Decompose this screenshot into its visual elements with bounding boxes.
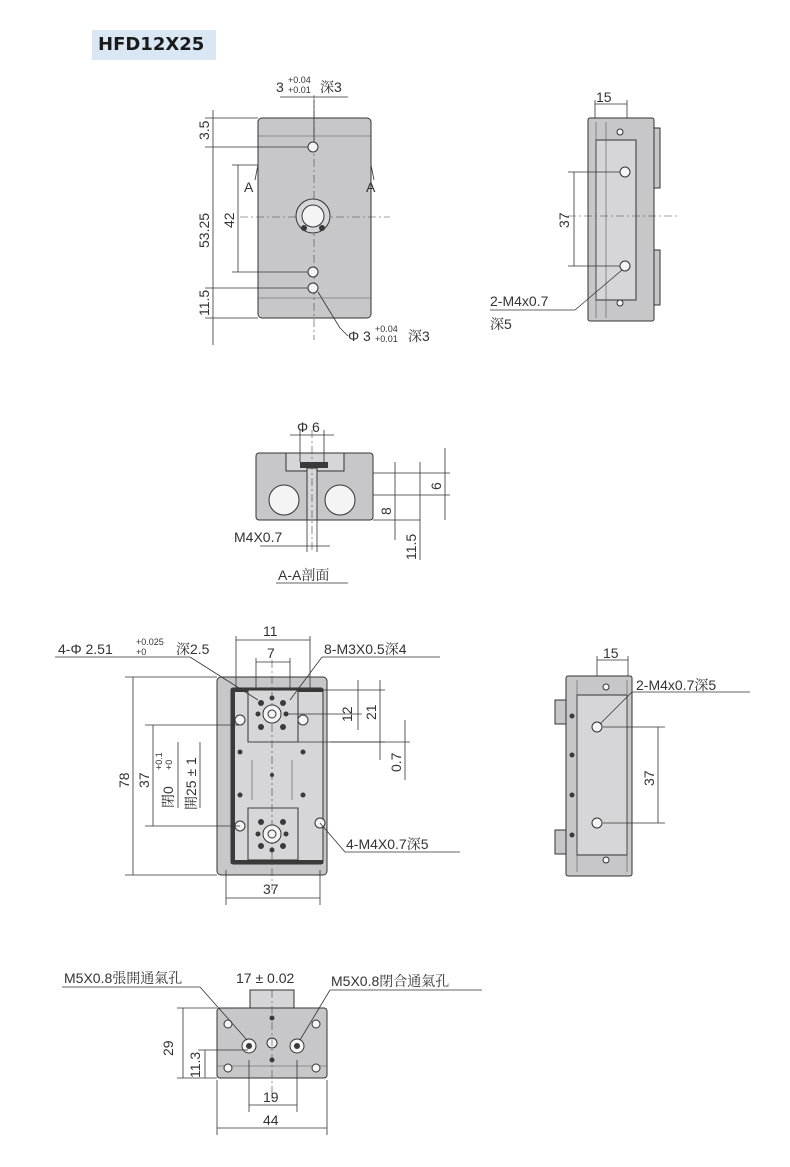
bottom-hole-tol-lower: +0.01 <box>375 334 398 344</box>
side-thread-label: 2-M4x0.7 <box>490 293 549 309</box>
close-label: 閉0 <box>160 786 176 808</box>
side2-dim-15: 15 <box>603 645 619 661</box>
pin-tol-lower: +0 <box>136 647 147 657</box>
front-thread-4: 4-M4X0.7深5 <box>346 836 429 852</box>
front-dim-37-bottom: 37 <box>263 881 279 897</box>
side2-thread: 2-M4x0.7深5 <box>636 677 717 693</box>
close-tol-lower: +0 <box>164 759 174 770</box>
side-dim-15: 15 <box>596 89 612 105</box>
top-hole-tol-upper: +0.04 <box>288 75 311 85</box>
front-dim-7: 7 <box>267 645 275 661</box>
bottom-dim-19: 19 <box>263 1089 279 1105</box>
page-title: HFD12X25 <box>92 30 216 60</box>
port-close-label: M5X0.8閉合通氣孔 <box>331 973 450 989</box>
pin-hole-label: 4-Φ 2.51 <box>58 641 113 657</box>
top-hole-depth: 深3 <box>320 79 342 95</box>
section-dim-8: 8 <box>378 507 394 515</box>
section-mark-left: A <box>244 179 254 195</box>
front-thread-8: 8-M3X0.5深4 <box>324 641 407 657</box>
bottom-hole-tol-upper: +0.04 <box>375 324 398 334</box>
dim-53-25: 53.25 <box>196 212 212 248</box>
side-dim-37: 37 <box>556 212 572 228</box>
top-hole-tol-lower: +0.01 <box>288 85 311 95</box>
side-view-top <box>490 100 680 321</box>
pin-tol-upper: +0.025 <box>136 637 164 647</box>
section-dim-11-5: 11.5 <box>403 533 419 560</box>
bottom-dim-29: 29 <box>160 1040 176 1056</box>
dim-42: 42 <box>221 212 237 228</box>
bottom-dim-11-3: 11.3 <box>187 1051 203 1078</box>
front-dim-21: 21 <box>363 704 379 720</box>
side2-dim-37: 37 <box>641 770 657 786</box>
dim-11-5: 11.5 <box>196 289 212 316</box>
section-dim-6: 6 <box>428 482 444 490</box>
section-aa-view <box>256 430 450 583</box>
bottom-hole-depth: 深3 <box>408 328 430 344</box>
open-label: 開25 ± 1 <box>183 757 199 810</box>
front-dim-0-7: 0.7 <box>388 752 404 772</box>
close-tol-upper: +0.1 <box>154 752 164 770</box>
front-dim-37-left: 37 <box>136 772 152 788</box>
section-thread: M4X0.7 <box>234 529 283 545</box>
front-dim-11: 11 <box>263 623 278 639</box>
front-dim-78: 78 <box>116 772 132 788</box>
section-dim-phi6: Φ 6 <box>297 419 320 435</box>
top-hole-dim: 3 <box>276 79 284 95</box>
front-dim-12: 12 <box>339 706 355 722</box>
section-mark-right: A <box>366 179 376 195</box>
bottom-dim-44: 44 <box>263 1112 279 1128</box>
side-thread-depth: 深5 <box>490 316 512 332</box>
bottom-hole-dim: Φ 3 <box>348 328 371 344</box>
port-open-label: M5X0.8張開通氣孔 <box>64 970 183 986</box>
dim-3-5: 3.5 <box>196 120 212 140</box>
pin-depth: 深2.5 <box>176 641 210 657</box>
section-caption: A-A剖面 <box>278 567 330 583</box>
bottom-dim-17: 17 ± 0.02 <box>236 970 295 986</box>
